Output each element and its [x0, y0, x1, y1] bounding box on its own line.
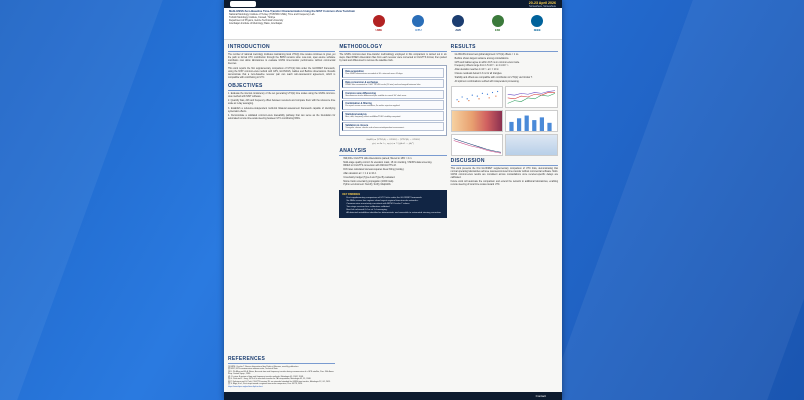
logo-icon [531, 15, 543, 27]
reference-item: [1] BIPM, Circular T, Bureau International des Poids et Mesures, monthly publication. [228, 365, 299, 368]
objective-item: 3. Establish a reference-independent multi-link bilateral assessment framework capable of identifying systematic effects. [228, 107, 336, 113]
institution-logo [373, 15, 385, 32]
reference-item: [6] P. Defraigne and G. Petit, CGGTTS-version 2E: an extended standard for GNSS time transfer, Metrologia 52, G1, 2015. [228, 380, 331, 383]
objectives-list [228, 93, 335, 122]
results-list [451, 54, 558, 84]
result-plot-heatmap [451, 110, 504, 132]
step-description: RINEX files converted to CGGTTS v2E tracks (16 min) and exchanged between labs. [345, 83, 421, 86]
step-description: Simultaneous tracks differenced per satellite to cancel SV clock error. [345, 94, 407, 97]
methodology-step [342, 111, 443, 121]
list-item: • Drift rates calculated via least-squares linear fitting (ns/day). [343, 169, 446, 172]
key-findings-heading: KEY FINDINGS [342, 193, 361, 197]
list-item: • Allan deviation at τ = 1 d to 16 d. [343, 173, 446, 176]
result-plot-map [505, 134, 558, 156]
column-middle [339, 44, 446, 392]
list-item: • GPS and Galileo agree to within ±0.5 ns in common-view mode. [455, 62, 558, 65]
institution-logos [359, 10, 557, 37]
methodology-step [342, 90, 443, 100]
poster-affiliations [229, 10, 359, 37]
institution-logo [412, 15, 424, 32]
discussion-heading: DISCUSSION [451, 158, 558, 166]
step-title: Data conversion & exchange [345, 80, 379, 84]
analysis-list [339, 158, 446, 188]
institution-logo [452, 15, 464, 32]
objective-item: 1. Evaluate the internal consistency of the set generating UTC(k) time scales using the GNSS common-view method with NIST software. [228, 92, 336, 98]
conference-logo [230, 1, 256, 7]
institution-logo [531, 15, 543, 32]
list-item: • All detected instabilities identified as deterministic and amenable to automated steering correction. [346, 212, 443, 215]
list-item: • Uncertainty budget (Type A and Type B) evaluated. [343, 177, 446, 180]
result-plot-scatter [451, 86, 504, 108]
background-stripe [547, 0, 804, 400]
list-item: • Six NMIs across four regions show largest regional time-transfer networks. [346, 200, 443, 203]
list-item: • 690,000+ CGGTTS v2E observations parsed; filtered to 18% > 2 m. [343, 158, 446, 161]
reference-item: [3] D. W. Allan and M. A. Weiss, Accurate time and frequency transfer during common-view of a GPS satellite, Proc. 34th Annu. Freq. Control Symp., 1980. [228, 370, 335, 375]
paragraph: This work reports the first supplementary comparison of UTC(k) links under the GLOFRET framework, using the NIST common-view method with GPS, GLONASS, Galileo and BeiDou observations. Results demonstrate that a zero-baseline receiver pair can reach sub-nanosecond agreement, which is compatible with contributing to UTC. [228, 67, 336, 79]
column-left [228, 44, 335, 392]
results-figures [451, 86, 558, 156]
methodology-heading: METHODOLOGY [339, 44, 446, 52]
reference-item: [5] G. Petit and Z. Jiang, GPS all in view time transfer for TAI computation, Metrologia 45, 35, 2008. [228, 378, 311, 380]
paragraph: This work presents the first GLOFRET supplementary comparison of UTC links, demonstrating that normal operating laboratories achieve nanosecond-level time-transfer without commercial software. Multi-GNSS common-view results are consistent across constellations once receiver-specific delays are calibrated. [450, 167, 558, 179]
methodology-flowchart [339, 65, 446, 136]
list-item: • Closure residuals below 0.3 ns for all triangles. [455, 73, 558, 76]
introduction-text [228, 54, 335, 80]
methodology-step [342, 100, 443, 110]
footer-contact[interactable]: Contact [535, 394, 546, 398]
step-description: Per-epoch mean across satellites; 3σ outlier rejection applied. [345, 105, 401, 108]
methodology-step [342, 68, 443, 78]
column-right [451, 44, 558, 392]
analysis-heading: ANALYSIS [339, 148, 446, 156]
result-plot-lines [505, 86, 558, 108]
list-item: • Monte Carlo uncertainty propagation (1000 trials). [343, 181, 446, 184]
list-item: • Python environment: NumPy, SciPy, Matplotlib. [343, 184, 446, 187]
event-location: Somewhere, Somewhere [529, 4, 556, 8]
paragraph: Future work will automate the comparison and extend the network to additional laboratories, enabling remote steering of local time scales toward UTC. [450, 181, 558, 187]
logo-icon [452, 15, 464, 27]
discussion-text [451, 168, 558, 188]
key-findings-box [339, 190, 446, 217]
step-title: Combination & filtering [345, 102, 372, 106]
reference-item: [2] NIST, GPS common-view software suite, Technical Note. [228, 368, 279, 370]
affiliation-line: Turkish Metrology Institute, Kocaeli, Türkiye [229, 16, 276, 20]
list-item: • Multi-stage quality control: 3σ elevation mask, 15 min tracking, VSF/DS data screening. [343, 162, 446, 165]
event-date: 20-23 April 2026 [528, 0, 556, 5]
result-plot-allan [451, 134, 504, 156]
objectives-heading: OBJECTIVES [228, 83, 335, 91]
list-item: • Allan deviation reaches 1×10⁻¹⁵ at τ = 10 d. [455, 69, 558, 72]
reference-item: [7] S. Bilgiç et al., First steps toward a regional time-scale comparison, Proc. EFTF, 2024. [228, 383, 303, 385]
background-stripe [0, 0, 163, 400]
list-item: • GLONASS shows best global alignment: UTC(k) offsets < 1 ns. [455, 54, 558, 57]
affiliation-line: Department of Physics, Gebze Technical University [229, 19, 284, 23]
logo-label: EMI [494, 28, 501, 32]
poster-footer [224, 392, 562, 400]
paragraph: The number of national metrology institutes maintaining local UTC(k) time scales continues to grow, yet the path to formal UTC contribution through the BIPM remains slow. Low-cost, open-source software toolchains now allow laboratories to evaluate GNSS time-transfer performance without commercial licences. [228, 54, 336, 65]
equation: Δt(AB) = [UTC(A) − GNSS] − [UTC(B) − GNSS] [366, 137, 420, 141]
affiliation-line: National Metrology Institute of Turkey (TÜBİTAK UME), Time and Frequency Lab. [229, 13, 316, 17]
step-description: Raw GNSS observations recorded at 30 s intervals over 44 days. [345, 73, 404, 75]
list-item: • Stability and offsets are compatible with contribution to UTC(k) via Circular T. [455, 77, 558, 80]
list-item: • Best link achieved 0.4 ns at 1 d averaging. [346, 209, 443, 212]
step-title: Data acquisition [345, 70, 364, 73]
reference-link[interactable]: https://www.bipm.org/en/time-ftp/circular-t [228, 385, 263, 388]
logo-label: IEEE [533, 28, 541, 32]
step-description: Triangular closure checks and reference-independent assessment. [345, 126, 405, 129]
key-findings-list [342, 197, 443, 214]
step-title: Common-view differencing [345, 91, 377, 95]
list-item: • BeiDou shows largest variance among constellations. [455, 58, 558, 61]
result-plot-bars [505, 110, 558, 132]
affiliation-line: Azerbaijan Institute of Metrology, Baku, Azerbaijan [229, 22, 283, 26]
logo-label: GTU [415, 28, 422, 32]
reference-item: [4] J. Levine, A review of time and frequency transfer methods, Metrologia 45, S162, 2008. [228, 375, 304, 378]
poster-title: Multi-GNSS Zero-Baseline Time-Transfer Characterization Using the NIST Common-View Toolchain [229, 10, 356, 13]
step-description: Bias, drift, frequency offset and Allan/TDEV stability computed. [345, 116, 401, 119]
list-item: • All optimum combinations verified with independent processing. [455, 81, 558, 84]
logo-icon [492, 15, 504, 27]
references-heading: REFERENCES [228, 356, 335, 364]
list-item: • First supplementary comparison of UTC links under the GLOFRET framework. [346, 197, 443, 200]
equation: y(τ) = Δx / τ, σy(τ) = ½⟨(ȳk+1 − ȳk)²⟩ [372, 141, 414, 145]
logo-label: UME [375, 28, 383, 32]
methodology-step [342, 79, 443, 89]
list-item: • RINEX to CGGTTS conversion with R2CGGTTS v8. [343, 165, 446, 168]
objective-item: 2. Quantify bias, drift and frequency offset between receivers and compare them with the reference time scale at 1-day averaging. [228, 100, 336, 106]
results-heading: RESULTS [451, 44, 558, 52]
methodology-step [342, 122, 443, 132]
poster [224, 0, 562, 400]
step-title: Validation & closure [345, 123, 369, 127]
logo-icon [412, 15, 424, 27]
step-title: Statistical analysis [345, 113, 367, 117]
list-item: • Common-view uncertainty consistent with BIPM Circular T values. [346, 203, 443, 206]
list-item: • Frequency offsets range from 1.5×10⁻¹⁵ to 4.1×10⁻¹⁵. [455, 65, 558, 68]
introduction-heading: INTRODUCTION [228, 44, 335, 52]
institution-logo [492, 15, 504, 32]
logo-label: AMI [455, 28, 461, 32]
logo-icon [373, 15, 385, 27]
list-item: • Two-stage receiver bias calibration validated. [346, 206, 443, 209]
methodology-intro: The GNSS common-view time-transfer methodology employed in this comparison is carried out in six steps. Raw RINEX observation files from each receiver were converted to CGGTTS format, then paired by track and differenced to remove the satellite clock. [339, 54, 447, 62]
references-list [228, 366, 335, 386]
poster-top-bar [224, 0, 562, 8]
poster-header [224, 8, 562, 40]
objective-item: 4. Demonstrate a validated common-view traceability pathway that can serve as the foundation for automated remote time-scale steering between UTC-contributing NMIs. [228, 115, 336, 121]
